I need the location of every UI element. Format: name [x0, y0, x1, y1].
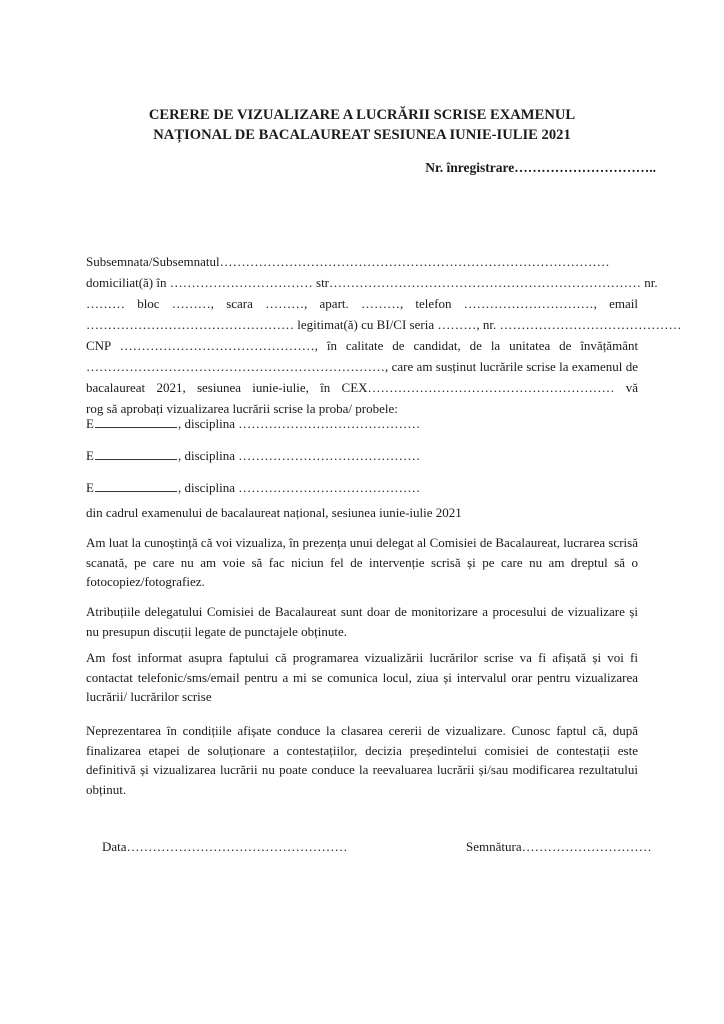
- form-token: str………………………………………………………………: [316, 275, 642, 290]
- exam-blank: [95, 477, 177, 492]
- form-token: ………………………………………,: [119, 338, 318, 353]
- exam-blank: [95, 413, 177, 428]
- form-token: BI/CI: [376, 317, 407, 332]
- form-token: 2021,: [156, 380, 186, 395]
- exam-prefix: E: [86, 416, 94, 431]
- date-field: Data……………………………………………: [102, 839, 348, 854]
- form-line: [86, 377, 638, 398]
- form-token: ………,: [265, 296, 308, 311]
- form-token: bloc: [137, 296, 160, 311]
- form-token: cu: [361, 317, 374, 332]
- form-token: de: [469, 338, 482, 353]
- form-token: ……………………………………………………………,: [86, 359, 389, 374]
- form-token: ………,: [437, 317, 480, 332]
- exam-dots: ……………………………………: [238, 416, 421, 431]
- exam-list: [86, 413, 420, 509]
- form-token: am: [416, 359, 433, 374]
- form-line: [86, 314, 682, 335]
- form-token: de: [392, 338, 405, 353]
- form-token: vă: [625, 380, 639, 395]
- title-line-2: NAȚIONAL DE BACALAUREAT SESIUNEA IUNIE-IULIE 2021: [153, 126, 571, 143]
- acknowledgement-paragraph: Am luat la cunoștință că voi vizualiza, în prezența unui delegat al Comisiei de Bacalaureat, lucrarea scrisă scanată, pe care nu am voie să fac niciun fel de intervenție scrisă și pe care nu am dreptul să o fotocopiez/fotografiez.: [86, 535, 638, 589]
- form-token: CNP: [86, 338, 111, 353]
- form-token: în: [320, 380, 331, 395]
- exam-row: [86, 445, 420, 477]
- form-token: …………………………………………: [86, 317, 294, 332]
- schedule-paragraph: Am fost informat asupra faptului că programarea vizualizării lucrărilor scrise va fi afișată și voi fi contactat telefonic/sms/email pentru a mi se comunica locul, ziua și intervalul orar pentru vizualizarea lucrării/ lucrărilor scrise: [86, 650, 638, 704]
- form-token: în: [156, 275, 167, 290]
- form-token: telefon: [415, 296, 452, 311]
- form-token: în: [326, 338, 337, 353]
- form-token: candidat,: [413, 338, 461, 353]
- form-token: nr.: [482, 317, 497, 332]
- delegate-paragraph: Atribuțiile delegatului Comisiei de Bacalaureat sunt doar de monitorizare a procesului de vizualizare și nu presupun discuții legate de punctajele obținute.: [86, 604, 638, 639]
- form-token: ……………………………: [169, 275, 313, 290]
- form-line: [86, 293, 638, 314]
- registration-number: Nr. înregistrare…………………………..: [425, 160, 656, 175]
- form-token: rog să aprobați vizualizarea lucrării scrise la proba/ probele:: [86, 401, 398, 416]
- form-token: apart.: [319, 296, 349, 311]
- form-line: [86, 356, 638, 377]
- applicant-details: [86, 251, 682, 419]
- form-token: CEX…………………………………………………: [341, 380, 615, 395]
- form-token: la: [559, 359, 569, 374]
- form-token: nr.: [644, 275, 658, 290]
- form-token: ………: [86, 296, 125, 311]
- form-token: de: [625, 359, 639, 374]
- form-token: Subsemnata/Subsemnatul………………………………………………………………………………: [86, 254, 610, 269]
- form-token: scrise: [526, 359, 556, 374]
- form-token: susținut: [435, 359, 477, 374]
- document-title: [60, 106, 664, 145]
- form-token: de: [559, 338, 572, 353]
- exam-context-paragraph: din cadrul examenului de bacalaureat național, sesiunea iunie-iulie 2021: [86, 505, 462, 520]
- signature-field: Semnătura…………………………: [466, 839, 652, 854]
- form-token: calitate: [345, 338, 384, 353]
- final-terms-paragraph: Neprezentarea în condițiile afișate conduce la clasarea cererii de vizualizare. Cunosc faptul că, după finalizarea etapei de soluționare a contestațiilor, decizia președintelui comisiei de contestații este definitivă și vizualizarea lucrării nu poate conduce la reevaluarea lucrării și/sau modificarea rezultatului obținut.: [86, 723, 638, 797]
- form-token: unitatea: [509, 338, 551, 353]
- form-token: ………,: [360, 296, 404, 311]
- title-line-1: CERERE DE VIZUALIZARE A LUCRĂRII SCRISE EXAMENUL: [148, 107, 576, 123]
- form-token: învățământ: [580, 338, 639, 353]
- exam-prefix: E: [86, 480, 94, 495]
- exam-row: [86, 413, 420, 445]
- form-token: scara: [226, 296, 253, 311]
- form-token: email: [609, 296, 638, 311]
- form-token: ……………………………………: [499, 317, 682, 332]
- exam-prefix: E: [86, 448, 94, 463]
- form-token: la: [490, 338, 501, 353]
- form-token: sesiunea: [196, 380, 241, 395]
- exam-label: , disciplina: [177, 416, 235, 431]
- form-token: bacalaureat: [86, 380, 146, 395]
- form-token: ………,: [171, 296, 215, 311]
- exam-label: , disciplina: [177, 448, 235, 463]
- form-token: iunie-iulie,: [252, 380, 309, 395]
- exam-dots: ……………………………………: [238, 480, 421, 495]
- exam-blank: [95, 445, 177, 460]
- form-token: care: [391, 359, 414, 374]
- form-token: seria: [409, 317, 435, 332]
- form-line: [86, 272, 658, 293]
- form-token: …………………………,: [463, 296, 597, 311]
- form-token: legitimat(ă): [297, 317, 358, 332]
- form-token: examenul: [571, 359, 623, 374]
- form-token: lucrările: [479, 359, 523, 374]
- form-line: [86, 335, 638, 356]
- form-token: domiciliat(ă): [86, 275, 154, 290]
- exam-label: , disciplina: [177, 480, 235, 495]
- exam-dots: ……………………………………: [238, 448, 421, 463]
- form-line: [86, 251, 638, 272]
